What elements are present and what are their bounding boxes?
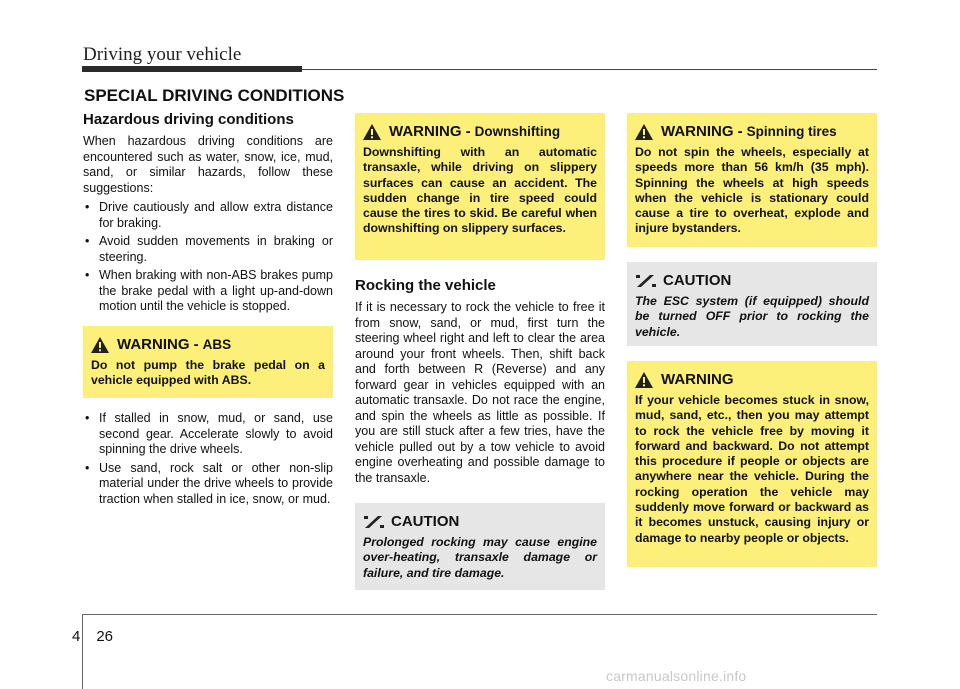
hazard-intro: When hazardous driving conditions are encountered such as water, snow, ice, mud, sand, or similar hazards, follow these suggestions:: [83, 134, 333, 195]
footer-rule: [82, 614, 877, 615]
hazard-bullets: [83, 200, 333, 315]
warning-triangle-icon: [91, 337, 109, 353]
warning-abs-box: [83, 326, 333, 398]
caution-label: CAUTION: [391, 513, 460, 530]
warning-spinning-box: [627, 113, 877, 247]
warning-spinning-title: [635, 123, 869, 140]
header-bar: [82, 66, 302, 72]
caution-esc-box: [627, 262, 877, 346]
warning-downshift-text: Downshifting with an automatic transaxle, while driving on slippery surfaces can cause an accident. The sudden change in tire speed could cause the tires to skid. Be careful when downshifting on slippery surfaces.: [363, 145, 597, 236]
page-number-value: 26: [96, 628, 114, 645]
page-number: [72, 628, 113, 645]
warning-label: WARNING: [661, 371, 734, 388]
warning-downshift-title: [363, 123, 597, 140]
list-item: • Avoid sudden movements in braking or steering.: [83, 234, 333, 265]
rocking-text: If it is necessary to rock the vehicle to free it from snow, sand, or mud, first turn the steering wheel right and left to clear the area around your front wheels. Then, shift back and forth between R (Reverse) and any forward gear in vehicles equipped with an automatic transaxle. Do not race the engine, and spin the wheels as little as possible. If you are still stuck after a few tries, have the vehicle pulled out by a tow vehicle to avoid engine overheating and possible damage to the transaxle.: [355, 300, 605, 485]
header-rule: [302, 69, 877, 70]
warning-stuck-title: [635, 371, 869, 388]
warning-stuck-text: If your vehicle becomes stuck in snow, mud, sand, etc., then you may attempt to rock the vehicle free by moving it forward and backward. Do not attempt this procedure if people or objects are anywhere near the vehicle. During the rocking operation the vehicle may suddenly move forward or backward as it becomes unstuck, causing injury or damage to nearby people or objects.: [635, 393, 869, 545]
rocking-section: [355, 277, 605, 486]
section-title: SPECIAL DRIVING CONDITIONS: [84, 86, 345, 105]
warning-triangle-icon: [635, 372, 653, 388]
warning-label: WARNING -: [661, 123, 743, 140]
list-item: • Use sand, rock salt or other non-slip material under the drive wheels to provide traction when stalled in ice, snow, or mud.: [83, 461, 333, 508]
warning-sub: Spinning tires: [746, 124, 837, 139]
warning-label: WARNING -: [389, 123, 471, 140]
warning-spinning-text: Do not spin the wheels, especially at speeds more than 56 km/h (35 mph). Spinning the wheels at high speeds when the vehicle is stationary could cause a tire to overheat, explode and injure bystanders.: [635, 145, 869, 236]
footer-vertical-rule: [82, 614, 83, 689]
list-item: • If stalled in snow, mud, or sand, use second gear. Accelerate slowly to avoid spinning the drive wheels.: [83, 411, 333, 458]
warning-sub: Downshifting: [474, 124, 561, 139]
warning-abs-title: [91, 336, 325, 353]
caution-label: CAUTION: [663, 272, 732, 289]
column-left-lower: [83, 411, 333, 510]
warning-label: WARNING -: [117, 336, 199, 353]
warning-abs-text: Do not pump the brake pedal on a vehicle equipped with ABS.: [91, 358, 325, 388]
list-item: • When braking with non-ABS brakes pump the brake pedal with a light up-and-down motion until the vehicle is stopped.: [83, 268, 333, 315]
rocking-heading: Rocking the vehicle: [355, 277, 496, 294]
chapter-number: 4: [72, 628, 81, 645]
caution-rocking-box: [355, 503, 605, 590]
warning-triangle-icon: [363, 124, 381, 140]
warning-stuck-box: [627, 361, 877, 567]
caution-rocking-text: Prolonged rocking may cause engine over-heating, transaxle damage or failure, and tire damage.: [363, 535, 597, 580]
warning-sub: ABS: [202, 337, 232, 352]
caution-rocking-title: [363, 513, 597, 530]
column-left: [83, 111, 333, 318]
watermark-text: carmanualsonline.info: [606, 668, 747, 684]
caution-esc-text: The ESC system (if equipped) should be turned OFF prior to rocking the vehicle.: [635, 294, 869, 339]
list-item: • Drive cautiously and allow extra distance for braking.: [83, 200, 333, 231]
warning-downshift-box: [355, 113, 605, 260]
hazard-heading: Hazardous driving conditions: [83, 111, 294, 128]
hazard-bullets-2: [83, 411, 333, 507]
running-header: Driving your vehicle: [83, 44, 242, 65]
caution-esc-title: [635, 272, 869, 289]
caution-slash-icon: [363, 515, 385, 529]
caution-slash-icon: [635, 274, 657, 288]
warning-triangle-icon: [635, 124, 653, 140]
